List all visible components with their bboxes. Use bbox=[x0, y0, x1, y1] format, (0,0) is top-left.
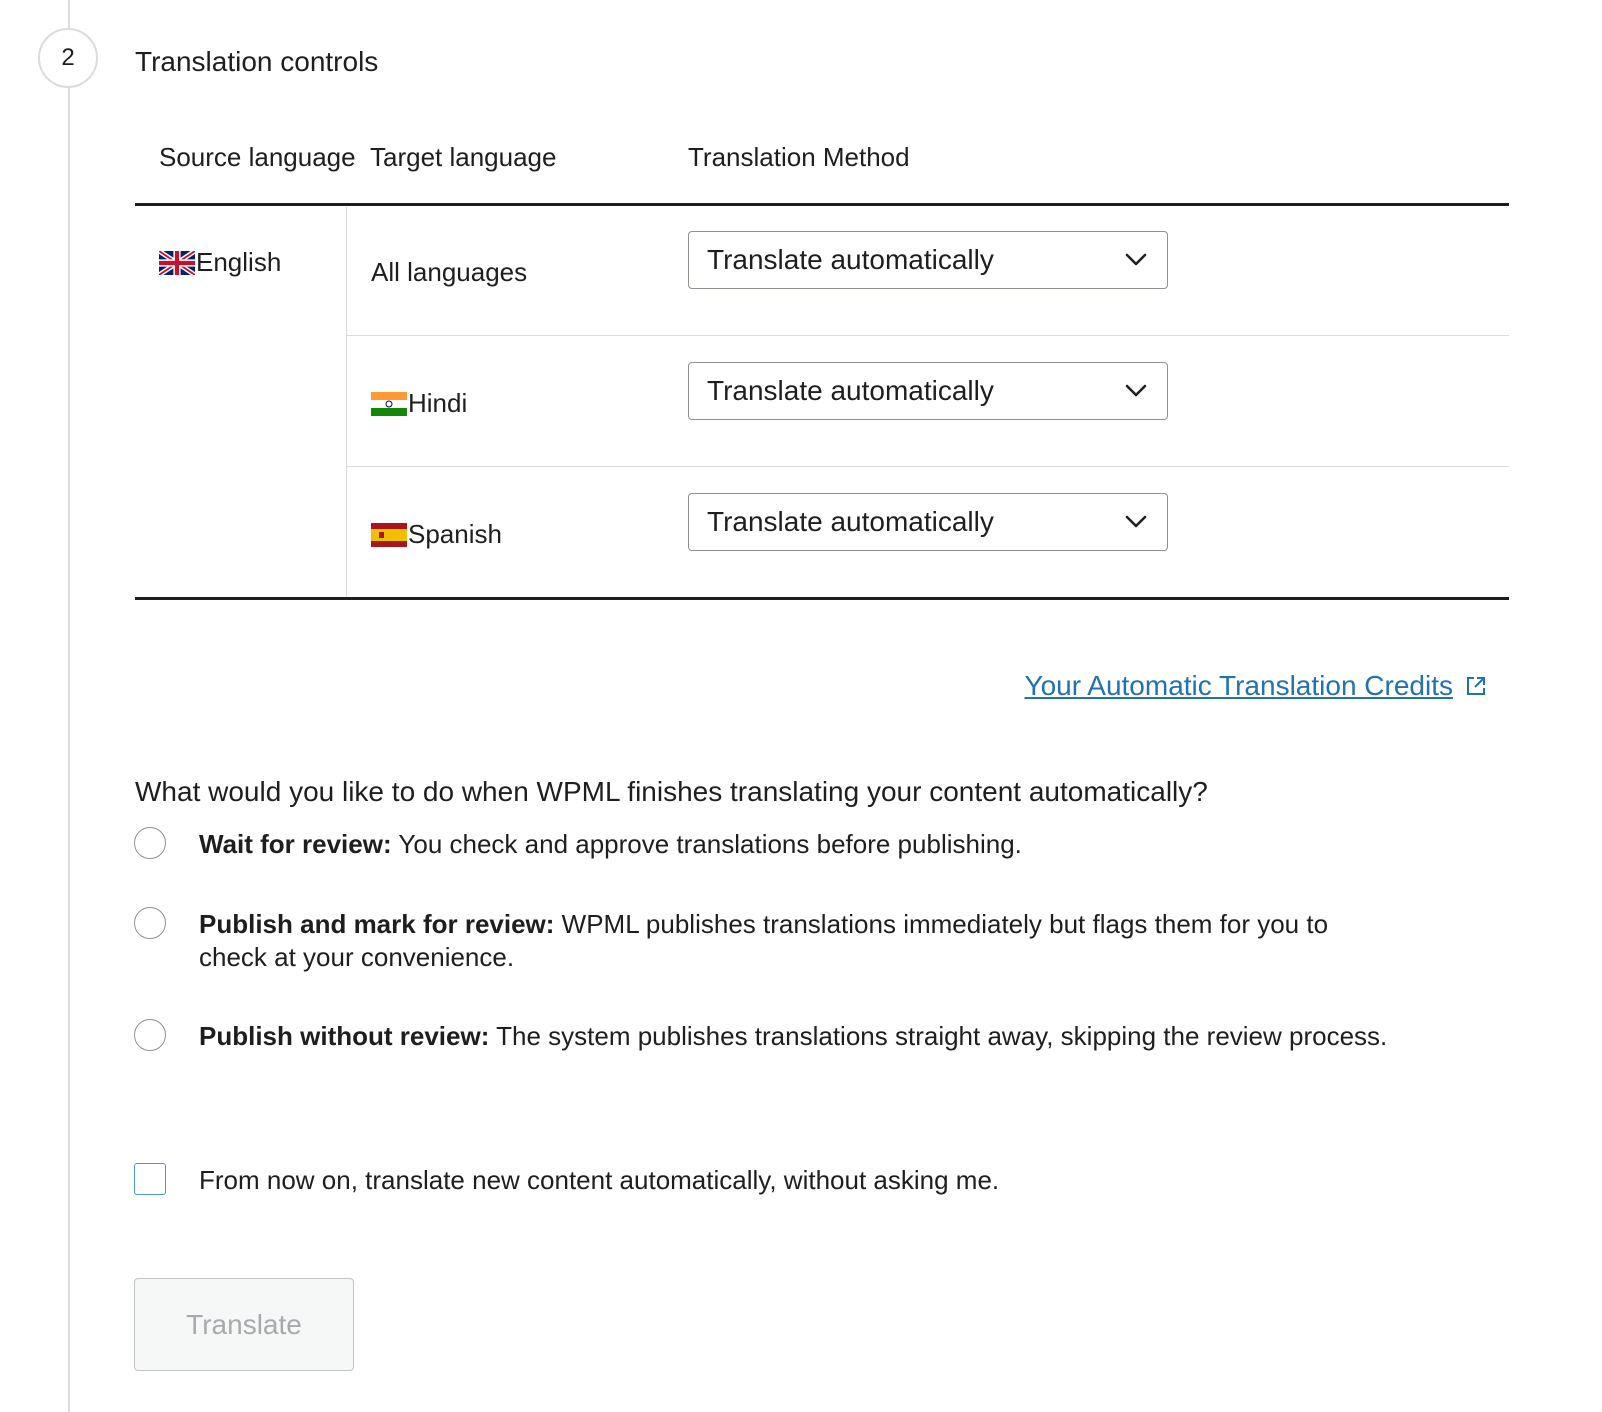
option-text: WPML publishes translations immediately but flags them for you to check at your convenience. bbox=[199, 909, 1329, 972]
option-text: You check and approve translations before publishing. bbox=[398, 829, 1022, 859]
target-language-label: Hindi bbox=[408, 388, 468, 418]
table-top-rule bbox=[135, 203, 1509, 206]
review-question: What would you like to do when WPML finishes translating your content automatically? bbox=[135, 776, 1208, 807]
automatic-translation-credits-link[interactable] bbox=[1024, 670, 1487, 702]
radio-publish-and-mark[interactable] bbox=[134, 907, 166, 939]
method-select-spanish[interactable] bbox=[688, 493, 1168, 551]
credits-link-label: Your Automatic Translation Credits bbox=[1024, 670, 1453, 701]
method-select-hindi[interactable] bbox=[688, 362, 1168, 420]
header-source-language: Source language bbox=[159, 142, 356, 172]
target-language-all bbox=[371, 257, 527, 288]
step-title: Translation controls bbox=[135, 46, 379, 77]
method-select-value: Translate automatically bbox=[707, 244, 994, 275]
source-language bbox=[159, 247, 281, 278]
option-title: Publish and mark for review: bbox=[199, 909, 555, 939]
source-language-label: English bbox=[196, 247, 282, 277]
option-text: The system publishes translations straight away, skipping the review process. bbox=[496, 1021, 1388, 1051]
external-link-icon bbox=[1465, 675, 1487, 697]
step-number: 2 bbox=[38, 28, 98, 88]
method-select-value: Translate automatically bbox=[707, 375, 994, 406]
option-title: Wait for review: bbox=[199, 829, 392, 859]
spain-flag-icon bbox=[371, 523, 407, 547]
target-language-spanish bbox=[371, 519, 502, 550]
chevron-down-icon bbox=[1125, 384, 1147, 398]
auto-translate-checkbox[interactable] bbox=[134, 1163, 166, 1195]
option-wait-for-review bbox=[199, 828, 1399, 861]
option-publish-without-review bbox=[199, 1020, 1399, 1053]
source-column-divider bbox=[346, 207, 347, 597]
header-target-language: Target language bbox=[370, 142, 557, 172]
radio-publish-without-review[interactable] bbox=[134, 1019, 166, 1051]
row-divider bbox=[347, 335, 1509, 336]
chevron-down-icon bbox=[1125, 253, 1147, 267]
radio-wait-for-review[interactable] bbox=[134, 827, 166, 859]
auto-translate-label: From now on, translate new content automatically, without asking me. bbox=[199, 1165, 1000, 1195]
option-title: Publish without review: bbox=[199, 1021, 490, 1051]
header-translation-method: Translation Method bbox=[688, 142, 910, 172]
chevron-down-icon bbox=[1125, 515, 1147, 529]
method-select-all-languages[interactable] bbox=[688, 231, 1168, 289]
method-select-value: Translate automatically bbox=[707, 506, 994, 537]
india-flag-icon bbox=[371, 392, 407, 416]
row-divider bbox=[347, 466, 1509, 467]
target-language-label: All languages bbox=[371, 257, 528, 287]
target-language-label: Spanish bbox=[408, 519, 502, 549]
uk-flag-icon bbox=[159, 251, 195, 275]
table-bottom-rule bbox=[135, 597, 1509, 600]
translate-button[interactable]: Translate bbox=[134, 1278, 354, 1371]
option-publish-and-mark bbox=[199, 908, 1399, 974]
progress-rail bbox=[68, 0, 70, 1412]
target-language-hindi bbox=[371, 388, 467, 419]
